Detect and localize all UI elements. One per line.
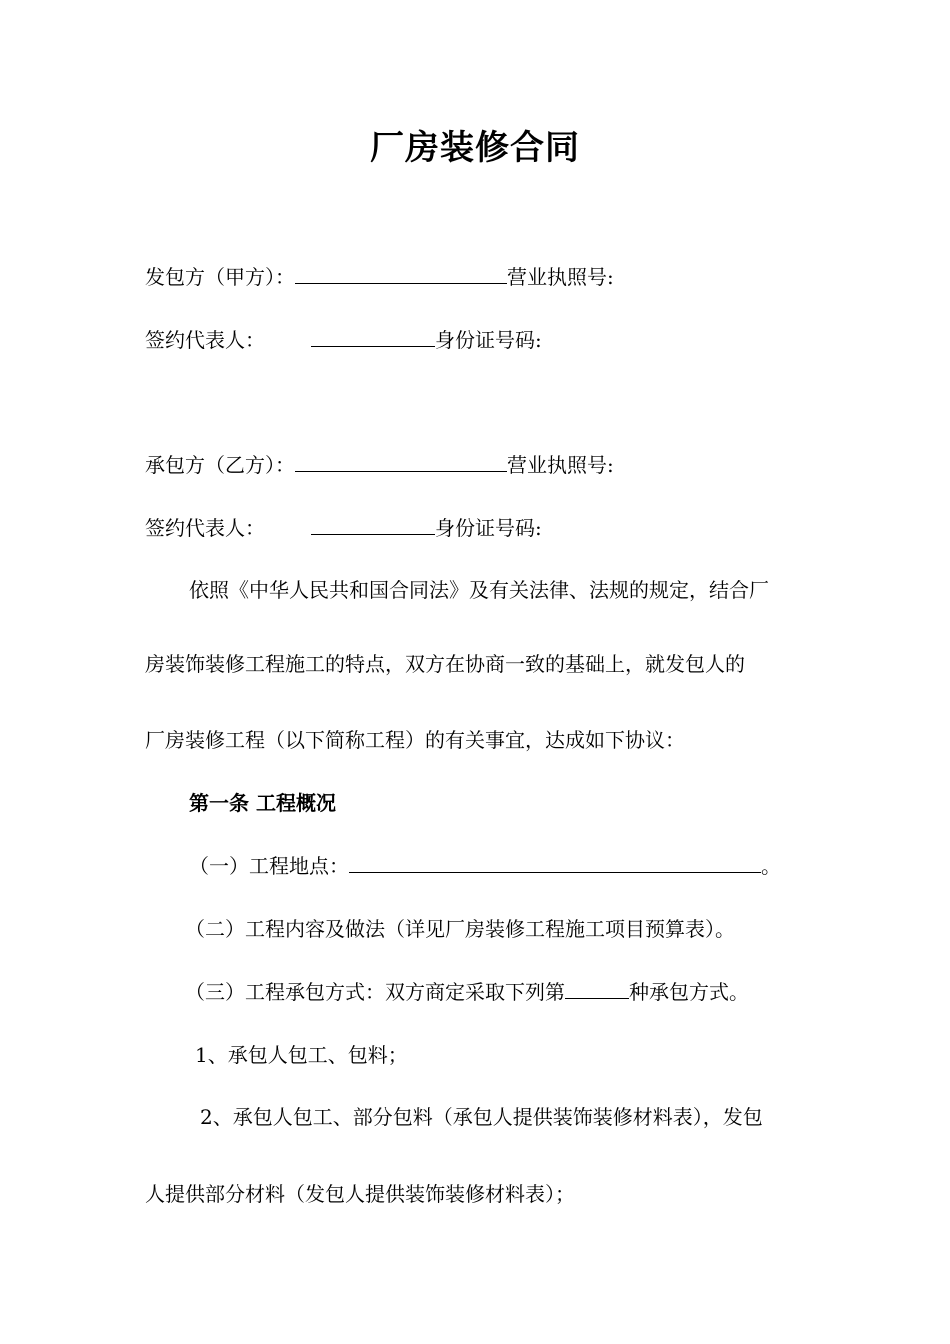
- party-a-rep-label: 签约代表人：: [145, 328, 265, 352]
- party-b-rep-blank[interactable]: [311, 514, 435, 535]
- party-a-rep-line: [145, 326, 542, 354]
- item3-post: 种承包方式。: [629, 980, 749, 1004]
- party-a-label: 发包方（甲方）：: [145, 265, 295, 289]
- option1-line: 1、承包人包工、包料；: [195, 1043, 408, 1067]
- party-b-name-blank[interactable]: [295, 451, 507, 472]
- item3-pre: （三）工程承包方式：双方商定采取下列第: [185, 980, 565, 1004]
- party-b-rep-label: 签约代表人：: [145, 516, 265, 540]
- party-b-line: [145, 451, 614, 479]
- project-location-blank[interactable]: [349, 852, 761, 873]
- item1-line: [189, 852, 781, 880]
- item1-end: 。: [761, 854, 781, 878]
- item1-label: （一）工程地点：: [189, 854, 349, 878]
- party-b-rep-line: [145, 514, 542, 542]
- item2-line: （二）工程内容及做法（详见厂房装修工程施工项目预算表）。: [185, 917, 735, 941]
- document-title: 厂房装修合同: [370, 128, 580, 168]
- article1-heading: 第一条 工程概况: [189, 791, 336, 815]
- option2-line-1: 2、承包人包工、部分包料（承包人提供装饰装修材料表），发包: [200, 1105, 763, 1129]
- item3-line: [185, 978, 749, 1006]
- party-a-rep-blank[interactable]: [311, 326, 435, 347]
- preamble-line-3: 厂房装修工程（以下简称工程）的有关事宜，达成如下协议：: [145, 728, 685, 752]
- party-b-id-label: 身份证号码:: [435, 516, 542, 540]
- preamble-line-1: 依照《中华人民共和国合同法》及有关法律、法规的规定，结合厂: [189, 578, 769, 602]
- preamble-line-2: 房装饰装修工程施工的特点，双方在协商一致的基础上，就发包人的: [145, 652, 745, 676]
- party-a-id-label: 身份证号码:: [435, 328, 542, 352]
- contract-method-blank[interactable]: [565, 978, 629, 999]
- party-a-license-label: 营业执照号:: [507, 265, 614, 289]
- party-b-label: 承包方（乙方）：: [145, 453, 295, 477]
- option2-line-2: 人提供部分材料（发包人提供装饰装修材料表）；: [145, 1182, 575, 1206]
- party-b-license-label: 营业执照号:: [507, 453, 614, 477]
- party-a-name-blank[interactable]: [295, 263, 507, 284]
- party-a-line: [145, 263, 614, 291]
